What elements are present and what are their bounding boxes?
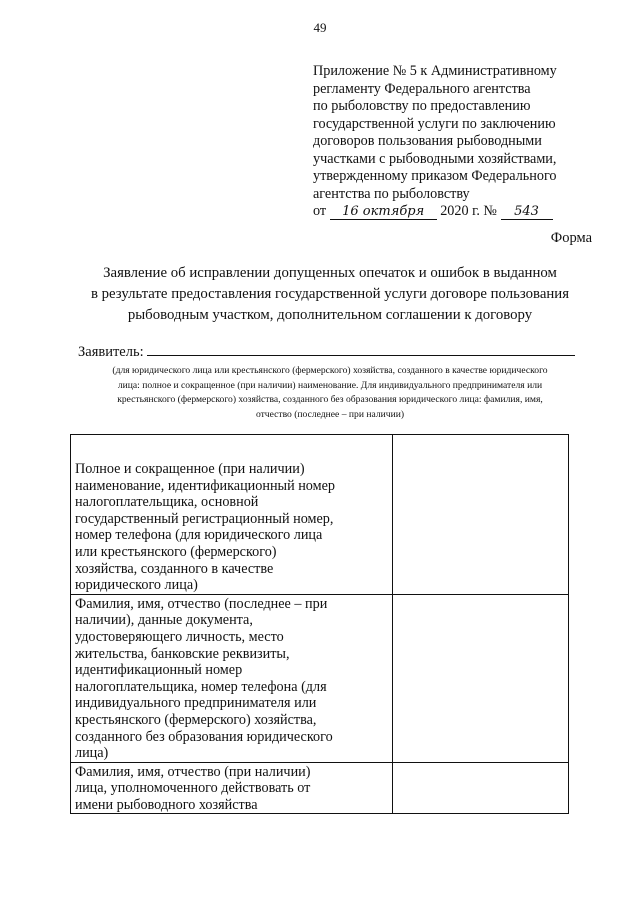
appendix-line: государственной услуги по заключению bbox=[313, 115, 556, 132]
title-line: Заявление об исправлении допущенных опечаток и ошибок в выданном bbox=[103, 265, 557, 281]
label-line: наименование, идентификационный номер bbox=[75, 477, 336, 494]
row-value-individual[interactable] bbox=[392, 594, 568, 762]
row-value-legal-entity[interactable] bbox=[392, 435, 568, 595]
handwritten-date: 16 октября bbox=[330, 204, 437, 220]
form-label: Форма bbox=[550, 230, 592, 246]
hint-line: (для юридического лица или крестьянского (фермерского) хозяйства, созданного в качестве юридического bbox=[112, 365, 548, 376]
row-value-authorized-person[interactable] bbox=[392, 762, 568, 814]
label-line: имени рыбоводного хозяйства bbox=[75, 796, 258, 813]
label-line: идентификационный номер bbox=[75, 662, 243, 679]
row-label-authorized-person bbox=[71, 762, 393, 814]
table-row bbox=[71, 435, 569, 595]
appendix-line: регламенту Федерального агентства bbox=[313, 80, 531, 97]
label-line: или крестьянского (фермерского) bbox=[75, 543, 277, 560]
handwritten-order-number: 543 bbox=[501, 204, 553, 220]
appendix-line: утвержденному приказом Федерального bbox=[313, 168, 557, 184]
label-line: налогоплательщика, номер телефона (для bbox=[75, 678, 327, 695]
year-text: 2020 г. № bbox=[440, 203, 497, 219]
applicant-details-table bbox=[70, 434, 569, 814]
label-line: жительства, банковские реквизиты, bbox=[75, 645, 290, 662]
label-line: Фамилия, имя, отчество (последнее – при bbox=[75, 595, 328, 612]
date-prefix: от bbox=[313, 203, 327, 219]
label-line: юридического лица) bbox=[75, 577, 198, 594]
hint-line: лица: полное и сокращенное (при наличии) наименование. Для индивидуального предпринимателя или bbox=[117, 379, 543, 391]
appendix-line: Приложение № 5 к Административному bbox=[313, 63, 557, 79]
label-line: удостоверяющего личность, место bbox=[75, 628, 284, 645]
label-line: налогоплательщика, основной bbox=[75, 494, 259, 511]
document-title bbox=[60, 263, 600, 326]
label-line: хозяйства, созданного в качестве bbox=[75, 560, 274, 577]
applicant-row bbox=[78, 344, 575, 361]
applicant-hint bbox=[70, 364, 590, 422]
hint-line: крестьянского (фермерского) хозяйства, созданного без образования юридического лица: фамилия, имя, bbox=[117, 394, 543, 405]
label-line: созданного без образования юридического bbox=[75, 728, 333, 745]
table-row bbox=[71, 594, 569, 762]
order-date-line bbox=[313, 203, 603, 221]
applicant-field[interactable] bbox=[147, 344, 575, 356]
label-line: лица, уполномоченного действовать от bbox=[75, 780, 311, 797]
appendix-line: агентства по рыболовству bbox=[313, 185, 470, 202]
label-line: Полное и сокращенное (при наличии) bbox=[75, 461, 305, 477]
label-line: индивидуального предпринимателя или bbox=[75, 695, 317, 712]
page-number: 49 bbox=[313, 20, 327, 35]
label-line: наличии), данные документа, bbox=[75, 612, 253, 629]
appendix-line: участками с рыбоводными хозяйствами, bbox=[313, 150, 557, 167]
applicant-label: Заявитель: bbox=[78, 344, 144, 360]
hint-line: отчество (последнее – при наличии) bbox=[255, 408, 405, 420]
appendix-line: договоров пользования рыбоводными bbox=[313, 133, 542, 149]
table-row bbox=[71, 762, 569, 814]
row-label-legal-entity bbox=[71, 435, 393, 595]
title-line: в результате предоставления государственной услуги договоре пользования bbox=[90, 286, 570, 302]
label-line: лица) bbox=[75, 745, 109, 762]
appendix-line: по рыболовству по предоставлению bbox=[313, 98, 531, 114]
appendix-header bbox=[313, 63, 603, 221]
row-label-individual bbox=[71, 594, 393, 762]
label-line: номер телефона (для юридического лица bbox=[75, 527, 323, 544]
label-line: государственный регистрационный номер, bbox=[75, 510, 334, 527]
title-line: рыбоводным участком, дополнительном соглашении к договору bbox=[127, 307, 533, 323]
label-line: Фамилия, имя, отчество (при наличии) bbox=[75, 763, 311, 780]
label-line: крестьянского (фермерского) хозяйства, bbox=[75, 711, 317, 728]
